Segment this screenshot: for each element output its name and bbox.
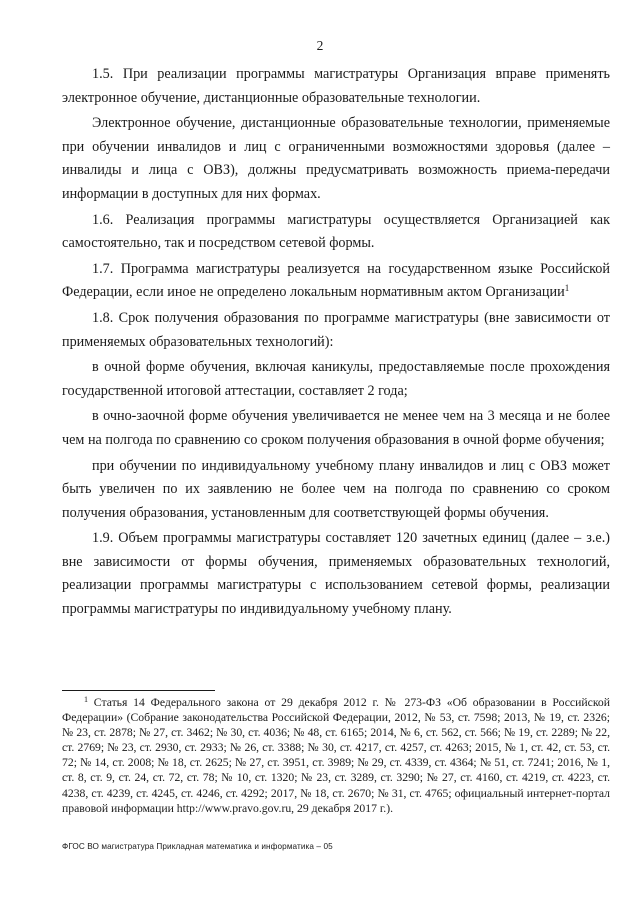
footnote-text: Статья 14 Федерального закона от 29 декабря 2012 г. № 273-ФЗ «Об образовании в Российской Федерации» (Собрание законодательства Российской Федерации, 2012, № 53, ст. 7598; 2013, № 19, ст. 2326; № 23, ст. 2878; № 27, ст. 3462; № 30, ст. 4036; № 48, ст. 6165; 2014, № 6, ст. 562, ст. 566; № 19, ст. 2289; № 22, ст. 2769; № 23, ст. 2930, ст. 2933; № 26, ст. 3388; № 30, ст. 4217, ст. 4257, ст. 4263; 2015, № 1, ст. 42, ст. 53, ст. 72; № 14, ст. 2008; № 18, ст. 2625; № 27, ст. 3951, ст. 3989; № 29, ст. 4339, ст. 4364; № 51, ст. 7241; 2016, № 1, ст. 8, ст. 9, ст. 24, ст. 72, ст. 78; № 10, ст. 1320; № 23, ст. 3289, ст. 3290; № 27, ст. 4160, ст. 4219, ст. 4223, ст. 4238, ст. 4239, ст. 4245, ст. 4246, ст. 4292; 2017, № 18, ст. 2670; № 31, ст. 4765; официальный интернет-портал правовой информации http://www.pravo.gov.ru, 29 декабря 2017 г.). (62, 696, 610, 815)
footnote-reference[interactable]: 1 (564, 283, 570, 294)
page-footer: ФГОС ВО магистратура Прикладная математика и информатика – 05 (62, 842, 333, 851)
paragraph-1-7-text: 1.7. Программа магистратуры реализуется на государственном языке Российской Федерации, если иное не определено локальным нормативным актом Организации (62, 260, 610, 301)
paragraph-1-5: 1.5. При реализации программы магистратуры Организация вправе применять электронное обучение, дистанционные образовательные технологии. (62, 66, 610, 106)
page-number: 2 (316, 38, 324, 53)
footnote-marker: 1 (84, 695, 88, 704)
paragraph-1-8-full-time: в очной форме обучения, включая каникулы, предоставляемые после прохождения государственной итоговой аттестации, составляет 2 года; (62, 359, 610, 399)
paragraph-1-8: 1.8. Срок получения образования по программе магистратуры (вне зависимости от применяемых образовательных технологий): (62, 309, 610, 350)
paragraph-1-7 (62, 258, 610, 305)
document-body (62, 63, 610, 622)
paragraph-1-9: 1.9. Объем программы магистратуры составляет 120 зачетных единиц (далее – з.е.) вне зависимости от формы обучения, применяемых образовательных технологий, реализации программы магистратуры с использованием сетевой формы, реализации программы магистратуры по индивидуальному учебному плану. (62, 530, 610, 618)
paragraph-1-5-continued: Электронное обучение, дистанционные образовательные технологии, применяемые при обучении инвалидов и лиц с ограниченными возможностями здоровья (далее – инвалиды и лица с ОВЗ), должны предусматривать возможность приема-передачи информации в доступных для них формах. (62, 115, 610, 202)
footnote (62, 695, 610, 816)
footnote-divider (62, 690, 215, 691)
paragraph-1-8-part-time: в очно-заочной форме обучения увеличивается не менее чем на 3 месяца и не более чем на полгода по сравнению со сроком получения образования в очной форме обучения; (62, 408, 610, 448)
paragraph-1-8-individual-plan: при обучении по индивидуальному учебному плану инвалидов и лиц с ОВЗ может быть увеличен по их заявлению не более чем на полгода по сравнению со сроком получения образования, установленным для соответствующей формы обучения. (62, 457, 610, 521)
paragraph-1-6: 1.6. Реализация программы магистратуры осуществляется Организацией как самостоятельно, так и посредством сетевой формы. (62, 211, 610, 252)
